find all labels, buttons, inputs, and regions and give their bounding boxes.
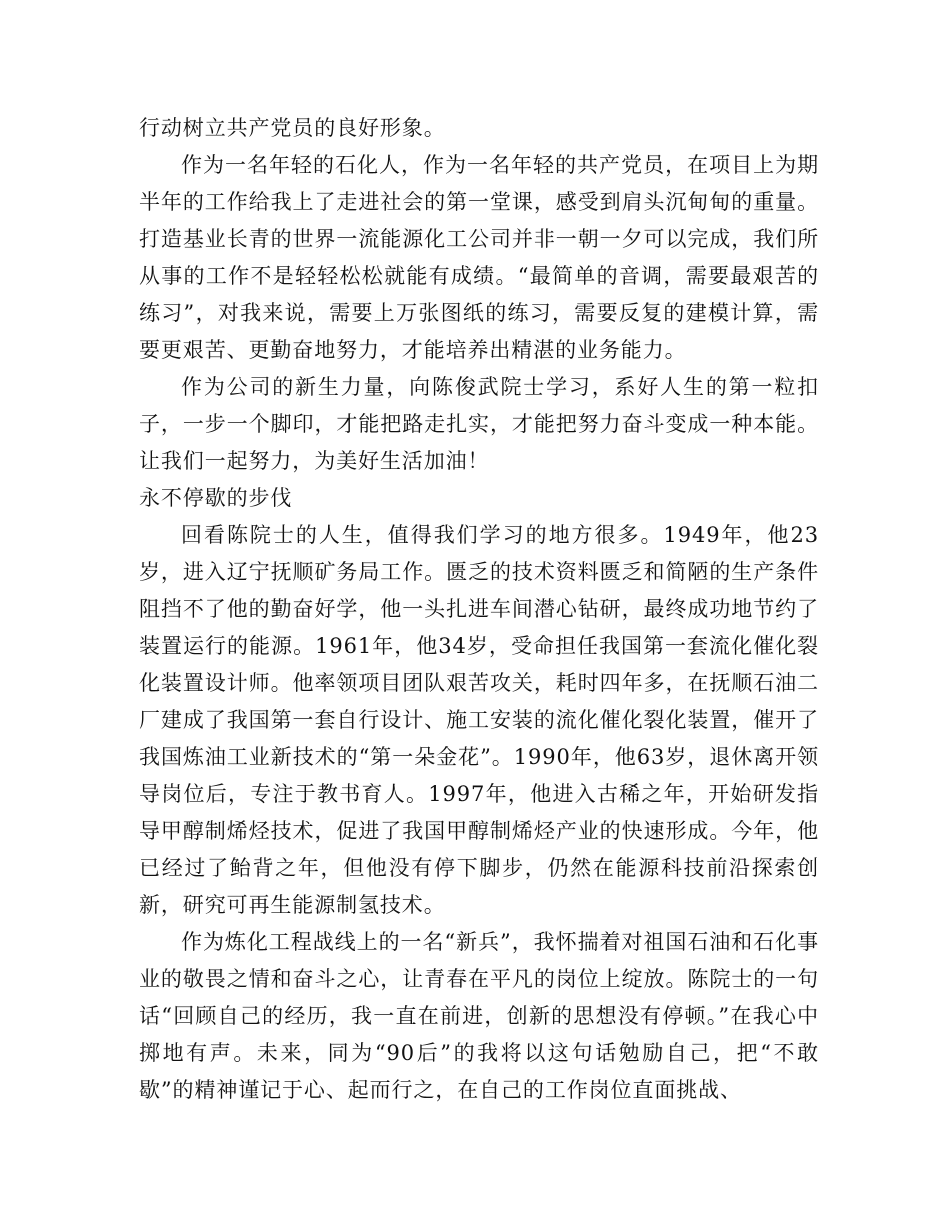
paragraph-young-petrochemical-worker: 作为一名年轻的石化人，作为一名年轻的共产党员，在项目上为期半年的工作给我上了走进社会的第一堂课，感受到肩头沉甸甸的重量。打造基业长青的世界一流能源化工公司并非一朝一夕可以完成，我们所从事的工作不是轻轻松松就能有成绩。“最简单的音调，需要最艰苦的练习”，对我来说，需要上万张图纸的练习，需要反复的建模计算，需要更艰苦、更勤奋地努力，才能培养出精湛的业务能力。	[139, 153, 819, 362]
paragraph-new-force: 作为公司的新生力量，向陈俊武院士学习，系好人生的第一粒扣子，一步一个脚印，才能把路走扎实，才能把努力奋斗变成一种本能。让我们一起努力，为美好生活加油！	[139, 375, 819, 473]
paragraph-continuation: 行动树立共产党员的良好形象。	[139, 116, 446, 140]
section-title: 永不停歇的步伐	[139, 486, 293, 510]
document-page	[139, 110, 819, 1109]
paragraph-new-soldier: 作为炼化工程战线上的一名“新兵”，我怀揣着对祖国石油和石化事业的敬畏之情和奋斗之心，让青春在平凡的岗位上绽放。陈院士的一句话“回顾自己的经历，我一直在前进，创新的思想没有停顿。”在我心中掷地有声。未来，同为“90后”的我将以这句话勉励自己，把“不敢歇”的精神谨记于心、起而行之，在自己的工作岗位直面挑战、	[139, 930, 819, 1102]
paragraph-academician-life: 回看陈院士的人生，值得我们学习的地方很多。1949年，他23岁，进入辽宁抚顺矿务局工作。匮乏的技术资料匮乏和简陋的生产条件阻挡不了他的勤奋好学，他一头扎进车间潜心钻研，最终成功地节约了装置运行的能源。1961年，他34岁，受命担任我国第一套流化催化裂化装置设计师。他率领项目团队艰苦攻关，耗时四年多，在抚顺石油二厂建成了我国第一套自行设计、施工安装的流化催化裂化装置，催开了我国炼油工业新技术的“第一朵金花”。1990年，他63岁，退休离开领导岗位后，专注于教书育人。1997年，他进入古稀之年，开始研发指导甲醇制烯烃技术，促进了我国甲醇制烯烃产业的快速形成。今年，他已经过了鲐背之年，但他没有停下脚步，仍然在能源科技前沿探索创新，研究可再生能源制氢技术。	[139, 523, 819, 917]
